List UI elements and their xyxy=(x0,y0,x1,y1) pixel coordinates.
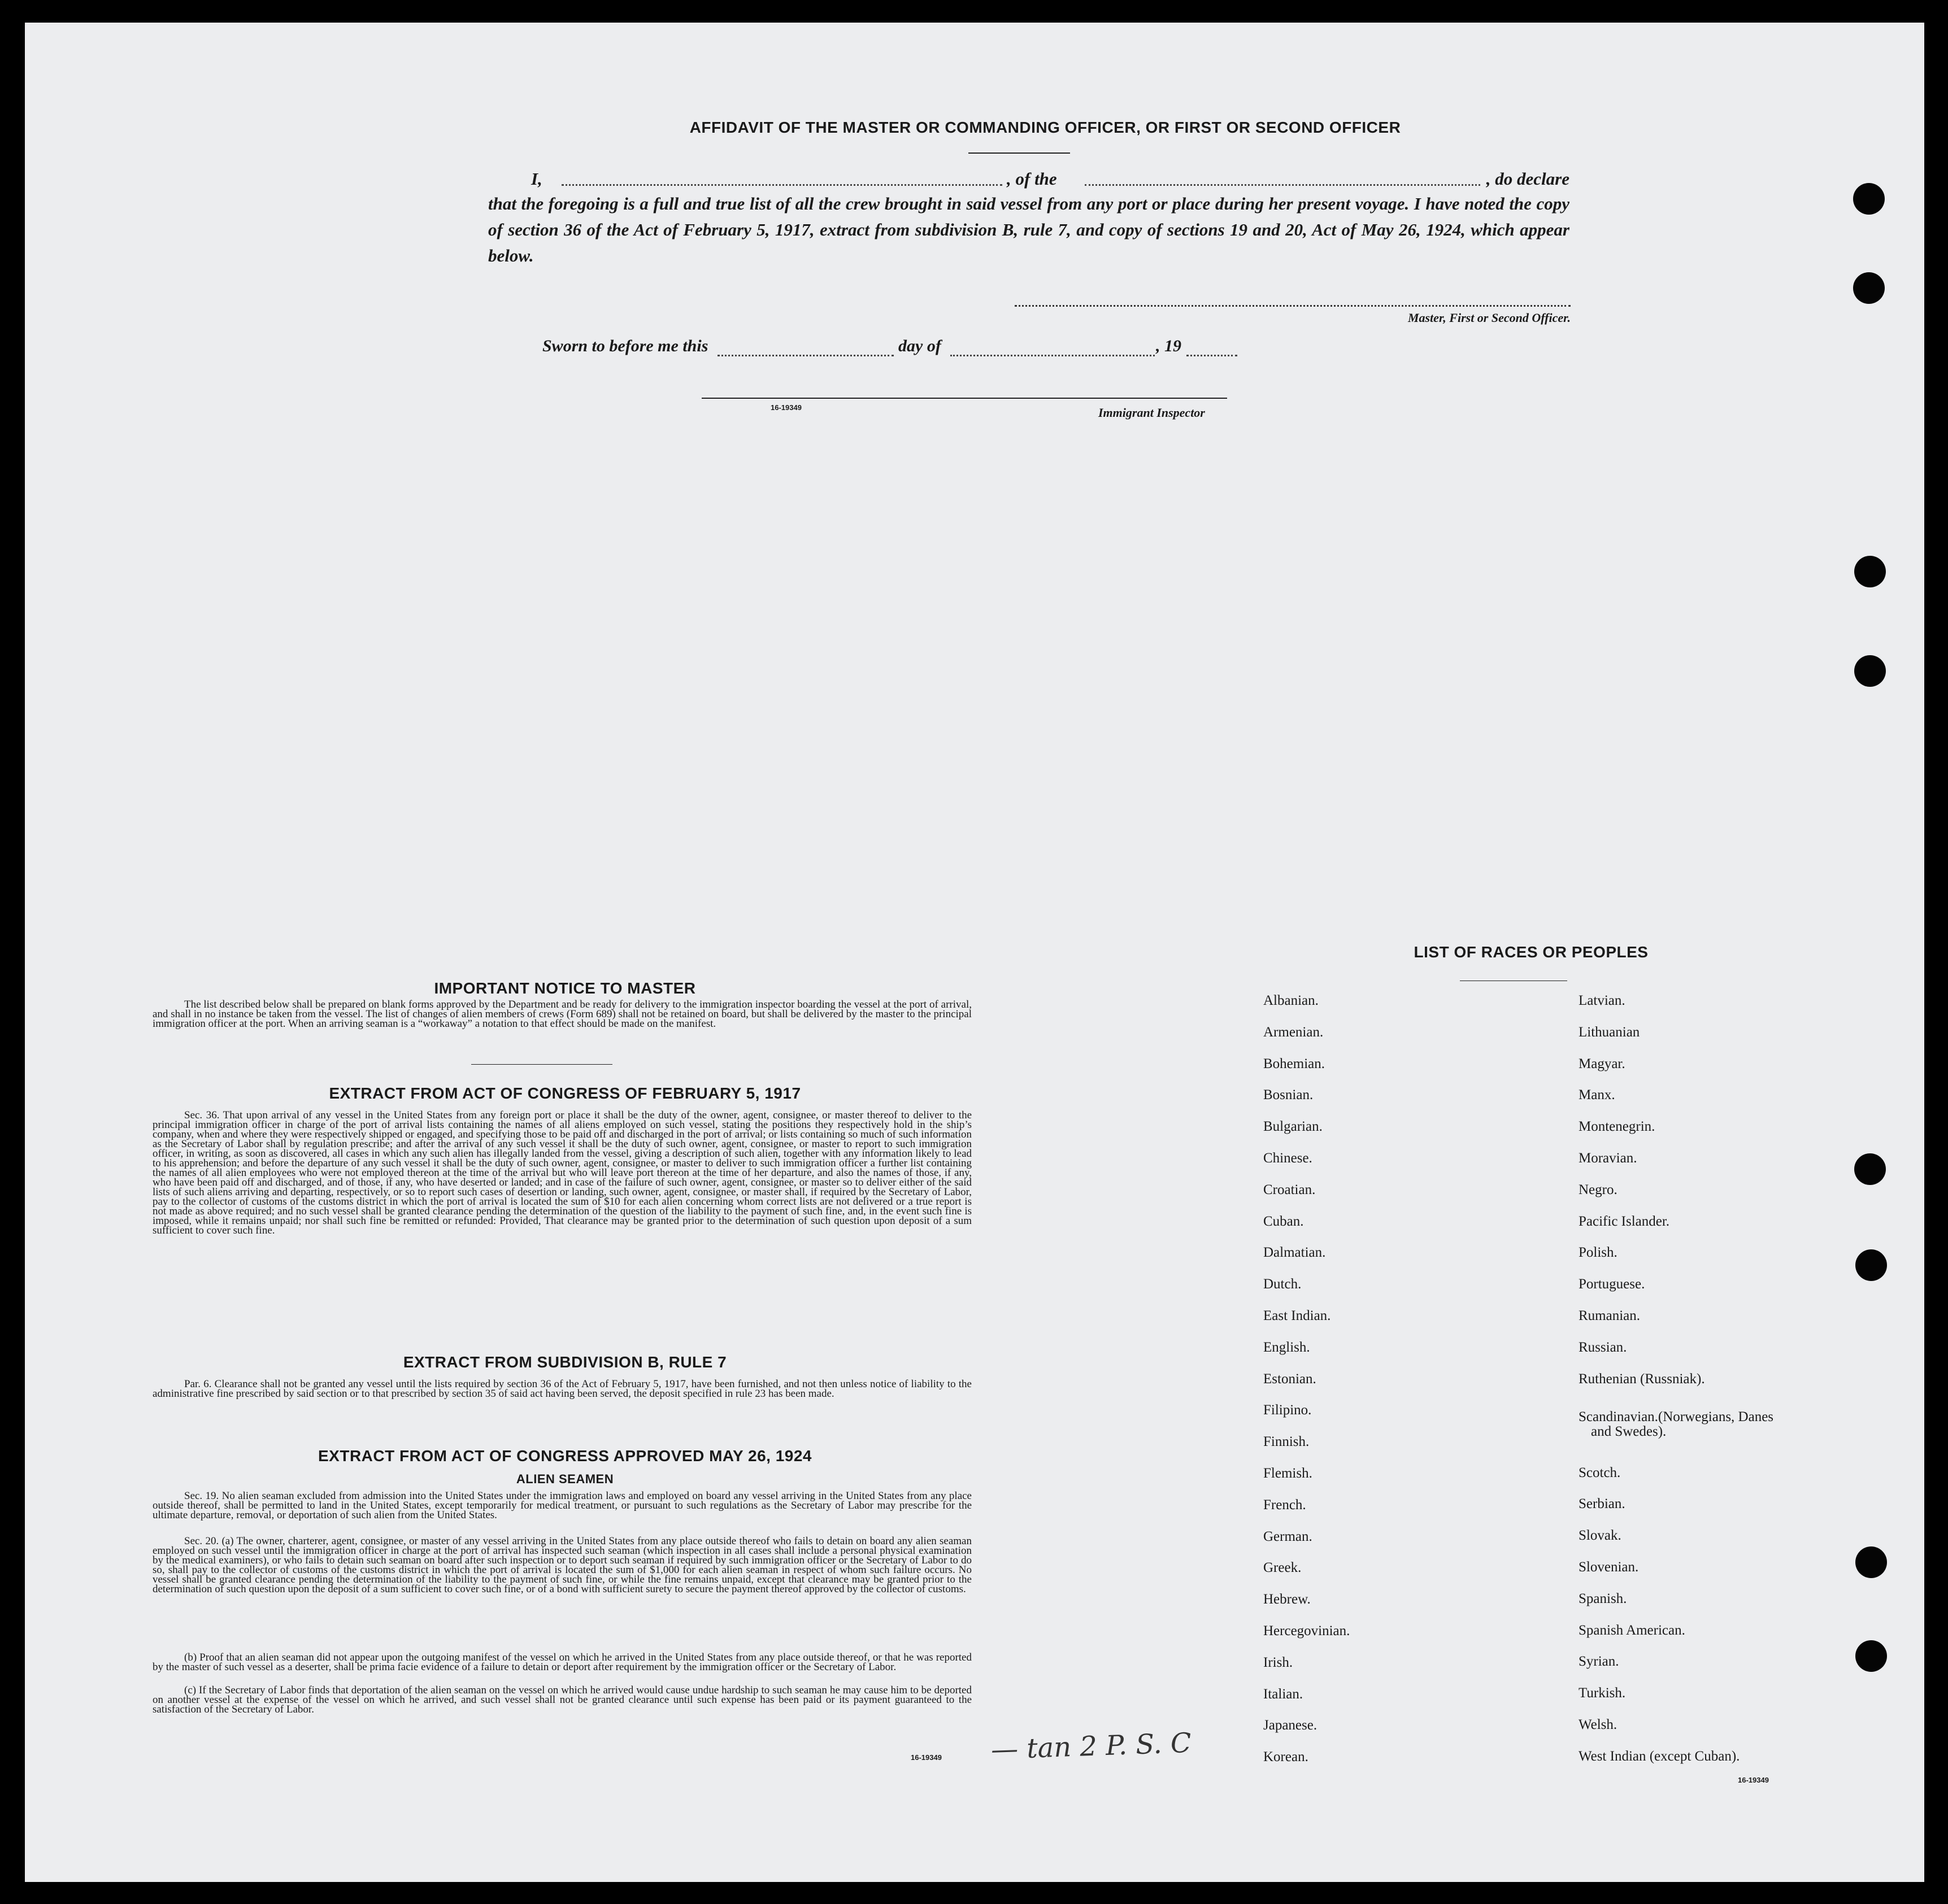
race-item: Portuguese. xyxy=(1579,1276,1645,1292)
punch-hole xyxy=(1854,1153,1886,1185)
document-page xyxy=(25,23,1924,1882)
race-item: Hebrew. xyxy=(1263,1592,1311,1607)
race-item: Rumanian. xyxy=(1579,1308,1641,1323)
form-number-right: 16-19349 xyxy=(1738,1776,1769,1784)
punch-hole xyxy=(1855,1249,1887,1281)
race-item: English. xyxy=(1263,1339,1310,1355)
race-item: Bosnian. xyxy=(1263,1087,1314,1103)
race-item: Irish. xyxy=(1263,1654,1293,1670)
vessel-blank[interactable] xyxy=(1085,184,1480,186)
race-item: French. xyxy=(1263,1497,1306,1513)
race-item: Chinese. xyxy=(1263,1150,1312,1166)
sec19-text: Sec. 19. No alien seaman excluded from admission into the United States under the immigration laws and employed on board any vessel arriving in the United States from any place outside thereof, shall be permitted to land in the United States, except temporarily for medical treatment, or pursuant to such regulations as the Secretary of Labor may prescribe for the ultimate departure, removal, or deportation of such alien from the United States. xyxy=(153,1490,972,1521)
notice-divider xyxy=(471,1064,612,1065)
race-item: Manx. xyxy=(1579,1087,1615,1103)
race-item: Filipino. xyxy=(1263,1402,1312,1418)
form-number-left: 16-19349 xyxy=(911,1753,942,1762)
race-item: Spanish. xyxy=(1579,1591,1627,1606)
race-item: Finnish. xyxy=(1263,1434,1310,1450)
form-number-top: 16-19349 xyxy=(771,403,802,412)
sec20a-text: Sec. 20. (a) The owner, charterer, agent, consignee, or master of any vessel arriving in the United States from any place outside thereof who fails to detain on board any alien seaman employed on such vessel until the immigration officer in charge at the port of arrival has inspected such seaman (which inspection in all cases shall include a personal physical examination by the medical examiners), or who fails to detain such seaman on board after such inspection or to deport such seaman if required by such immigration officer or the Secretary of Labor to do so, shall pay to the collector of customs of the customs district in which the port of arrival is located the sum of $1,000 for each alien seaman in respect of whom such failure occurs. No vessel shall be granted clearance pending the determination of the liability to the payment of such fine, or while the fine remains unpaid, except that clearance may be granted prior to the determination of such question upon the deposit of a sum sufficient to cover such fine, or of a bond with sufficient surety to secure the payment thereof approved by the collector of customs. xyxy=(153,1535,972,1595)
race-item: Scandinavian.(Norwegians, Danes and Swedes). xyxy=(1579,1409,1774,1439)
race-item: Italian. xyxy=(1263,1686,1303,1702)
races-right-column xyxy=(1579,993,1793,1780)
sworn-month-blank[interactable] xyxy=(950,355,1155,356)
races-title: LIST OF RACES OR PEOPLES xyxy=(1414,943,1649,961)
punch-hole xyxy=(1853,183,1885,215)
officer-signature-label: Master, First or Second Officer. xyxy=(1407,311,1571,325)
notice-text: The list described below shall be prepared on blank forms approved by the Department and be ready for delivery to the immigration inspector boarding the vessel at the port of arrival, and shall in no instance be taken from the vessel. The list of changes of alien members of crews (Form 689) shall not be retained on board, but shall be delivered by the master to the principal immigration officer at the port. When an arriving seaman is a “workaway” a notation to that effect should be made on the manifest. xyxy=(153,999,972,1030)
race-item: Magyar. xyxy=(1579,1056,1625,1071)
sec20c-text: (c) If the Secretary of Labor finds that deportation of the alien seaman on the vessel on which he arrived would cause undue hardship to such seaman he may cause him to be deported on another vessel at the expense of the vessel on which he arrived, and such vessel shall not be granted clearance until such expense has been paid or its payment guaranteed to the satisfaction of the Secretary of Labor. xyxy=(153,1684,972,1715)
race-item: Flemish. xyxy=(1263,1465,1312,1481)
race-item: Montenegrin. xyxy=(1579,1119,1655,1135)
race-item: Bohemian. xyxy=(1263,1056,1325,1071)
affidavit-do-declare-label: , do declare xyxy=(1486,169,1569,189)
race-item: Slovak. xyxy=(1579,1528,1621,1544)
sworn-day-blank[interactable] xyxy=(718,355,894,356)
race-item: Serbian. xyxy=(1579,1496,1625,1512)
race-item: West Indian (except Cuban). xyxy=(1579,1748,1740,1764)
race-item: Polish. xyxy=(1579,1245,1617,1261)
handwritten-note: — tan 2 P. S. C xyxy=(990,1727,1192,1766)
race-item: Korean. xyxy=(1263,1749,1308,1765)
race-item: Cuban. xyxy=(1263,1213,1304,1229)
races-left-column xyxy=(1263,993,1350,1781)
affidavit-body: that the foregoing is a full and true list of all the crew brought in said vessel from any port or place during her present voyage. I have noted the copy of section 36 of the Act of February 5, 1917, extract from subdivision B, rule 7, and copy of sections 19 and 20, Act of May 26, 1924, which appear below. xyxy=(488,194,1569,265)
affidavit-i-label: I, xyxy=(531,169,542,189)
race-item: Russian. xyxy=(1579,1339,1627,1355)
race-item: Croatian. xyxy=(1263,1182,1316,1197)
rule7-title: EXTRACT FROM SUBDIVISION B, RULE 7 xyxy=(403,1353,727,1371)
race-item: German. xyxy=(1263,1528,1312,1544)
race-item: Estonian. xyxy=(1263,1371,1316,1387)
race-item: Hercegovinian. xyxy=(1263,1623,1350,1639)
sworn-year-blank[interactable] xyxy=(1186,355,1237,356)
extract-1924-title: EXTRACT FROM ACT OF CONGRESS APPROVED MAY 26, 1924 xyxy=(318,1447,812,1465)
affidavit-of-the-label: , of the xyxy=(1007,169,1057,189)
extract-1924-subtitle: ALIEN SEAMEN xyxy=(516,1472,614,1486)
race-item: Turkish. xyxy=(1579,1685,1626,1701)
inspector-label: Immigrant Inspector xyxy=(1098,406,1205,420)
race-item: Moravian. xyxy=(1579,1150,1637,1166)
punch-hole xyxy=(1853,272,1885,304)
title-divider xyxy=(968,153,1070,154)
race-item: Dutch. xyxy=(1263,1276,1302,1292)
race-item: Ruthenian (Russniak). xyxy=(1579,1371,1705,1387)
race-item: Welsh. xyxy=(1579,1716,1617,1732)
race-item: Albanian. xyxy=(1263,993,1319,1008)
affidavit-line1 xyxy=(531,166,1569,192)
race-item: Pacific Islander. xyxy=(1579,1213,1670,1229)
sworn-line xyxy=(542,337,1266,363)
punch-hole xyxy=(1854,556,1886,587)
race-item: East Indian. xyxy=(1263,1308,1331,1323)
punch-hole xyxy=(1854,655,1886,687)
punch-hole xyxy=(1855,1640,1887,1672)
affidavit-title: AFFIDAVIT OF THE MASTER OR COMMANDING OFFICER, OR FIRST OR SECOND OFFICER xyxy=(689,119,1401,136)
race-item: Japanese. xyxy=(1263,1718,1317,1733)
name-blank[interactable] xyxy=(562,184,1002,186)
race-item: Latvian. xyxy=(1579,993,1625,1008)
sworn-day-of: day of xyxy=(898,337,941,355)
race-item: Slovenian. xyxy=(1579,1559,1639,1575)
officer-signature-blank[interactable] xyxy=(1015,305,1571,307)
race-item: Negro. xyxy=(1579,1182,1617,1197)
punch-hole xyxy=(1855,1546,1887,1578)
extract-1917-title: EXTRACT FROM ACT OF CONGRESS OF FEBRUARY 5, 1917 xyxy=(329,1084,801,1102)
notice-title: IMPORTANT NOTICE TO MASTER xyxy=(434,979,696,997)
race-item: Syrian. xyxy=(1579,1654,1619,1670)
race-item: Lithuanian xyxy=(1579,1024,1640,1040)
sworn-year: , 19 xyxy=(1156,337,1181,355)
sworn-prefix: Sworn to before me this xyxy=(542,337,708,355)
sec20b-text: (b) Proof that an alien seaman did not appear upon the outgoing manifest of the vessel on which he arrived in the United States from any place outside thereof, or that he was reported by the master of such vessel as a deserter, shall be prima facie evidence of a failure to detain or deport after requirement by the immigration officer or the Secretary of Labor. xyxy=(153,1652,972,1673)
race-item: Bulgarian. xyxy=(1263,1119,1323,1135)
race-item: Armenian. xyxy=(1263,1024,1324,1040)
extract-1917-text: Sec. 36. That upon arrival of any vessel in the United States from any foreign port or place it shall be the duty of the owner, agent, consignee, or master thereof to deliver to the principal immigration officer in charge of the port of arrival lists containing the names of all aliens employed on such vessel, stating the positions they respectively hold in the ship’s company, when and where they were respectively shipped or engaged, and specifying those to be paid off and discharged in the port of arrival; or lists containing so much of such information as the Secretary of Labor shall by regulation prescribe; and after the arrival of any such vessel it shall be the duty of such owner, agent, consignee, or master to report to such immigration officer, in writing, as soon as discovered, all cases in which any such alien has illegally landed from the vessel, giving a description of such alien, together with any information likely to lead to his apprehension; and before the departure of any such vessel it shall be the duty of such owner, agent, consignee, or master to deliver to such immigration officer a further list containing the names of all alien employees who were not employed thereon at the time of the arrival but who will leave port thereon at the time of her departure, and also the names of those, if any, who have been paid off and discharged, and of those, if any, who have deserted or landed; and in case of the failure of such owner, agent, consignee, or master so to deliver either of the said lists of such aliens arriving and departing, respectively, or so to report such cases of desertion or landing, such owner, agent, consignee, or master shall, if required by the Secretary of Labor, pay to the collector of customs of the customs district in which the port of arrival is located the sum of $10 for each alien concerning whom correct lists are not delivered or a true report is not made as above required; and no such vessel shall be granted clearance pending the determination of the question of the liability to the payment of such fine, and, in the event such fine is imposed, while it remains unpaid; nor shall such fine be remitted or refunded: Provided, That clearance may be granted prior to the determination of such question upon deposit of a sum sufficient to cover such fine. xyxy=(153,1109,972,1236)
rule7-text: Par. 6. Clearance shall not be granted any vessel until the lists required by section 36 of the Act of February 5, 1917, have been furnished, and not then unless notice of liability to the administrative fine prescribed by said section or to that prescribed by section 35 of said act having been served, the deposit specified in rule 23 has been made. xyxy=(153,1378,972,1400)
race-item: Dalmatian. xyxy=(1263,1245,1326,1261)
inspector-signature-line[interactable] xyxy=(702,398,1227,399)
race-item: Scotch. xyxy=(1579,1465,1621,1480)
race-item: Spanish American. xyxy=(1579,1622,1685,1638)
race-item: Greek. xyxy=(1263,1560,1302,1576)
